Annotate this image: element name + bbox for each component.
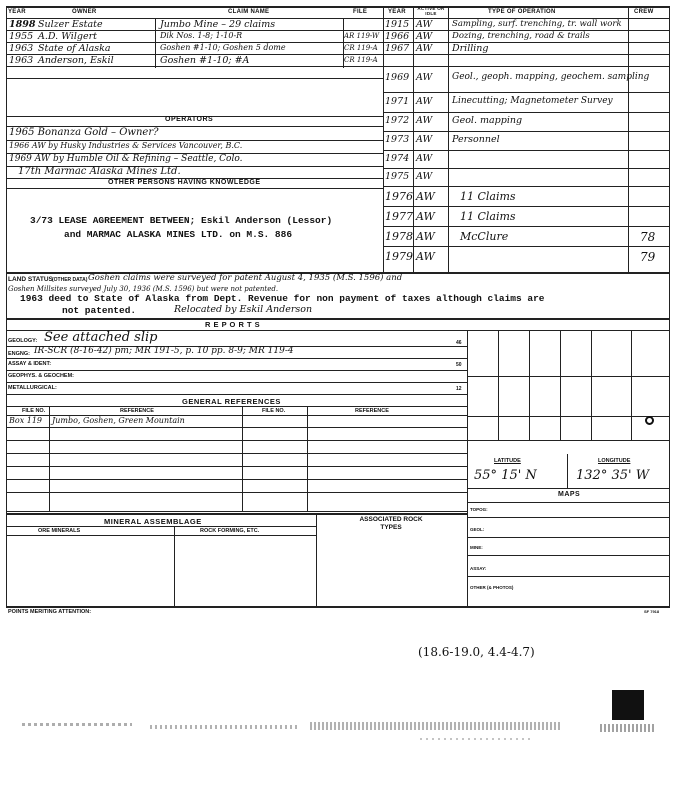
engng-value: IR-SCR (8-16-42) pm; MR 191-5, p. 10 pp. 8-9; MR 119-4 — [34, 346, 294, 356]
op-year: 1976 — [385, 190, 413, 203]
col-claim-line — [155, 18, 156, 68]
land-status-hand-1: Goshen claims were surveyed for patent August 4, 1935 (M.S. 1596) and — [88, 273, 403, 283]
latitude-label: LATITUDE — [494, 458, 521, 464]
assay-label: ASSAY & IDENT: — [8, 361, 52, 367]
refs-row-line — [6, 440, 467, 441]
owner-year: 1955 — [9, 31, 34, 42]
maps-row-label: OTHER (& PHOTOS) — [470, 585, 514, 590]
ref-row-ref: Jumbo, Goshen, Green Mountain — [52, 416, 185, 425]
maps-row-label: TOPOG: — [470, 507, 488, 512]
crew-note: 79 — [640, 250, 656, 264]
op-act: AW — [416, 31, 433, 42]
col-active-line — [413, 6, 414, 272]
op-row-line — [383, 226, 669, 227]
scan-noise — [22, 723, 132, 726]
owner-year: 1963 — [9, 43, 34, 54]
op-act: AW — [416, 210, 435, 223]
op-type: Dozing, trenching, road & trails — [452, 31, 590, 41]
op-year: 1969 — [385, 72, 410, 83]
op-act: AW — [416, 153, 433, 164]
land-status-hand-3: Relocated by Eskil Anderson — [174, 304, 313, 315]
maps-row-line — [467, 537, 669, 538]
mineral-v — [316, 513, 317, 606]
maps-line — [467, 488, 669, 489]
ore-minerals-label: ORE MINERALS — [38, 528, 81, 534]
refs-v — [307, 406, 308, 511]
latlon-divider — [567, 454, 568, 488]
refs-row-line — [6, 479, 467, 480]
owner-claim: Jumbo Mine – 29 claims — [160, 19, 276, 30]
scan-noise — [310, 722, 560, 730]
metallurgical-label: METALLURGICAL: — [8, 385, 57, 391]
op-act: AW — [416, 134, 433, 145]
col-type-line — [448, 6, 449, 272]
grid-h — [467, 376, 669, 377]
op-year: 1972 — [385, 115, 410, 126]
op-row-line — [383, 112, 669, 113]
op-row-line — [383, 66, 669, 67]
op-type: Sampling, surf. trenching, tr. wall work — [452, 19, 622, 29]
owner-file: CR 119-A — [344, 44, 378, 52]
operator-entry: 1966 AW by Husky Industries & Services Vancouver, B.C. — [9, 141, 243, 150]
refs-row-line — [6, 492, 467, 493]
refs-row-line — [6, 466, 467, 467]
scan-noise — [600, 724, 656, 732]
op-year: 1974 — [385, 153, 410, 164]
op-type: 11 Claims — [460, 190, 516, 203]
maps-line — [467, 502, 669, 503]
maps-row-line — [467, 576, 669, 577]
form-number: SF 7918 — [644, 609, 660, 614]
op-act: AW — [416, 115, 433, 126]
location-marker-icon — [645, 416, 654, 425]
reports-line — [6, 358, 467, 359]
op-row-line — [383, 206, 669, 207]
op-year: 1978 — [385, 230, 413, 243]
op-type: Drilling — [452, 43, 489, 54]
op-type: Linecutting; Magnetometer Survey — [452, 96, 613, 106]
ref-row-file: Box 119 — [9, 416, 43, 425]
top-border — [6, 6, 670, 8]
geology-value: See attached slip — [44, 330, 158, 345]
owner-name: Sulzer Estate — [38, 19, 103, 30]
points-line — [6, 606, 670, 608]
longitude-value: 132° 35' W — [576, 468, 650, 483]
refs-row-line — [6, 511, 467, 512]
mineral-line — [6, 535, 316, 536]
op-row-line — [383, 150, 669, 151]
header-owner: OWNER — [72, 9, 97, 15]
grid-h — [467, 440, 669, 441]
mineral-line — [6, 526, 316, 527]
registration-block — [612, 690, 644, 720]
operators-title: OPERATORS — [165, 116, 214, 123]
grid-v — [560, 330, 561, 440]
owner-name: State of Alaska — [38, 43, 111, 54]
land-status-hand-2: Goshen Millsites surveyed July 30, 1936 (M.S. 1596) but were not patented. — [8, 285, 279, 293]
op-act: AW — [416, 96, 433, 107]
ref-file-header-2: FILE NO. — [262, 408, 286, 414]
associated-rock-types: ASSOCIATED ROCK TYPES — [359, 516, 423, 531]
mineral-v — [174, 526, 175, 606]
header-file: FILE — [353, 9, 368, 15]
op-type: 11 Claims — [460, 210, 516, 223]
header-type-of-operation: TYPE OF OPERATION — [488, 9, 556, 15]
owner-file: CR 119-A — [344, 56, 378, 64]
general-refs-line — [6, 406, 467, 407]
owner-name: Anderson, Eskil — [38, 55, 114, 66]
op-year: 1967 — [385, 43, 410, 54]
crew-note: 78 — [640, 230, 656, 244]
grid-v — [631, 330, 632, 440]
maps-title: MAPS — [558, 491, 581, 498]
maps-left-line — [467, 502, 468, 606]
col-crew-line — [628, 6, 629, 272]
operator-entry: 1965 Bonanza Gold – Owner? — [9, 127, 159, 138]
land-status-other: (OTHER DATA) — [52, 277, 88, 283]
operator-entry: 1969 AW by Humble Oil & Refining – Seattle, Colo. — [9, 154, 243, 164]
op-type: McClure — [460, 230, 509, 243]
grid-h — [467, 416, 669, 417]
reports-top — [6, 318, 670, 320]
op-year: 1979 — [385, 250, 413, 263]
op-type: Geol., geoph. mapping, geochem. sampling — [452, 72, 650, 82]
op-row-line — [383, 131, 669, 132]
op-act: AW — [416, 43, 433, 54]
lease-line-1: 3/73 LEASE AGREEMENT BETWEEN; Eskil Anderson (Lessor) — [30, 215, 333, 226]
op-year: 1973 — [385, 134, 410, 145]
op-row-line — [383, 246, 669, 247]
knowledge-title: OTHER PERSONS HAVING KNOWLEDGE — [108, 179, 261, 186]
refs-row-line — [6, 453, 467, 454]
reports-title: R E P O R T S — [205, 320, 261, 329]
owner-file: AR 119-W — [344, 32, 380, 40]
ref-header-2: REFERENCE — [355, 408, 389, 414]
owner-name: A.D. Wilgert — [38, 31, 97, 42]
op-row-line — [383, 54, 669, 55]
reports-num: 46 — [456, 340, 462, 346]
op-row-line — [383, 92, 669, 93]
refs-row-line — [6, 427, 467, 428]
op-act: AW — [416, 19, 433, 30]
scan-noise — [150, 725, 300, 729]
maps-row-label: MINE: — [470, 545, 483, 550]
rock-forming-label: ROCK FORMING, ETC. — [200, 528, 260, 534]
reports-line — [6, 370, 467, 371]
op-year: 1977 — [385, 210, 413, 223]
owner-claim: Goshen #1-10; #A — [160, 55, 250, 66]
header-claim-name: CLAIM NAME — [228, 9, 270, 15]
maps-row-line — [467, 555, 669, 556]
mineral-title: MINERAL ASSEMBLAGE — [104, 517, 202, 526]
op-year: 1971 — [385, 96, 410, 107]
geophys-label: GEOPHYS. & GEOCHEM: — [8, 373, 75, 379]
engng-label: ENGNG: — [8, 351, 30, 357]
op-act: AW — [416, 72, 433, 83]
op-act: AW — [416, 171, 433, 182]
op-act: AW — [416, 190, 435, 203]
longitude-label: LONGITUDE — [598, 458, 631, 464]
owner-row-line — [6, 66, 383, 67]
op-act: AW — [416, 230, 435, 243]
op-year: 1975 — [385, 171, 410, 182]
op-row-line — [383, 186, 669, 187]
scan-noise — [420, 738, 530, 740]
owner-year: 1963 — [9, 55, 34, 66]
general-refs-title: GENERAL REFERENCES — [182, 397, 281, 406]
geology-label: GEOLOGY: — [8, 338, 38, 344]
owner-claim: Goshen #1-10; Goshen 5 dome — [160, 43, 286, 52]
ref-header: REFERENCE — [120, 408, 154, 414]
grid-v — [591, 330, 592, 440]
reports-line — [6, 382, 467, 383]
owner-year: 1898 — [9, 19, 36, 30]
grid-v — [498, 330, 499, 440]
maps-row-line — [467, 517, 669, 518]
op-type: Personnel — [452, 134, 500, 145]
header-crew: CREW — [634, 9, 654, 15]
left-border — [6, 6, 7, 606]
knowledge-line — [6, 188, 383, 189]
right-border — [669, 6, 670, 606]
maps-row-label: ASSAY: — [470, 566, 487, 571]
op-year: 1915 — [385, 19, 410, 30]
reports-num: 12 — [456, 386, 462, 392]
reports-num: 50 — [456, 362, 462, 368]
grid-v — [529, 330, 530, 440]
op-row-line — [383, 168, 669, 169]
col-year2-line — [383, 6, 384, 272]
ref-file-header: FILE NO. — [22, 408, 46, 414]
operator-entry: 17th Marmac Alaska Mines Ltd. — [18, 166, 181, 177]
op-year: 1966 — [385, 31, 410, 42]
land-status-typed-2: not patented. — [62, 305, 137, 316]
op-type: Geol. mapping — [452, 115, 523, 126]
header-active-idle: ACTIVE OR IDLE — [417, 6, 445, 16]
header-year: YEAR — [8, 9, 26, 15]
reports-line — [6, 394, 467, 395]
latitude-value: 55° 15' N — [474, 468, 537, 483]
mineral-top — [6, 513, 467, 515]
refs-v — [242, 406, 243, 511]
op-act: AW — [416, 250, 435, 263]
land-status-label: LAND STATUS — [8, 276, 53, 283]
operators-top-line — [6, 78, 383, 79]
land-status-typed: 1963 deed to State of Alaska from Dept. Revenue for non payment of taxes although claims are — [20, 293, 545, 304]
points-meriting-attention: POINTS MERITING ATTENTION: — [8, 609, 92, 615]
header-year-2: YEAR — [388, 9, 406, 15]
owner-claim: Dik Nos. 1-8; 1-10-R — [160, 31, 243, 40]
coord-note: (18.6-19.0, 4.4-4.7) — [418, 645, 535, 659]
lease-line-2: and MARMAC ALASKA MINES LTD. on M.S. 886 — [64, 229, 293, 240]
maps-row-label: GEOL: — [470, 527, 485, 532]
refs-v — [49, 406, 50, 511]
